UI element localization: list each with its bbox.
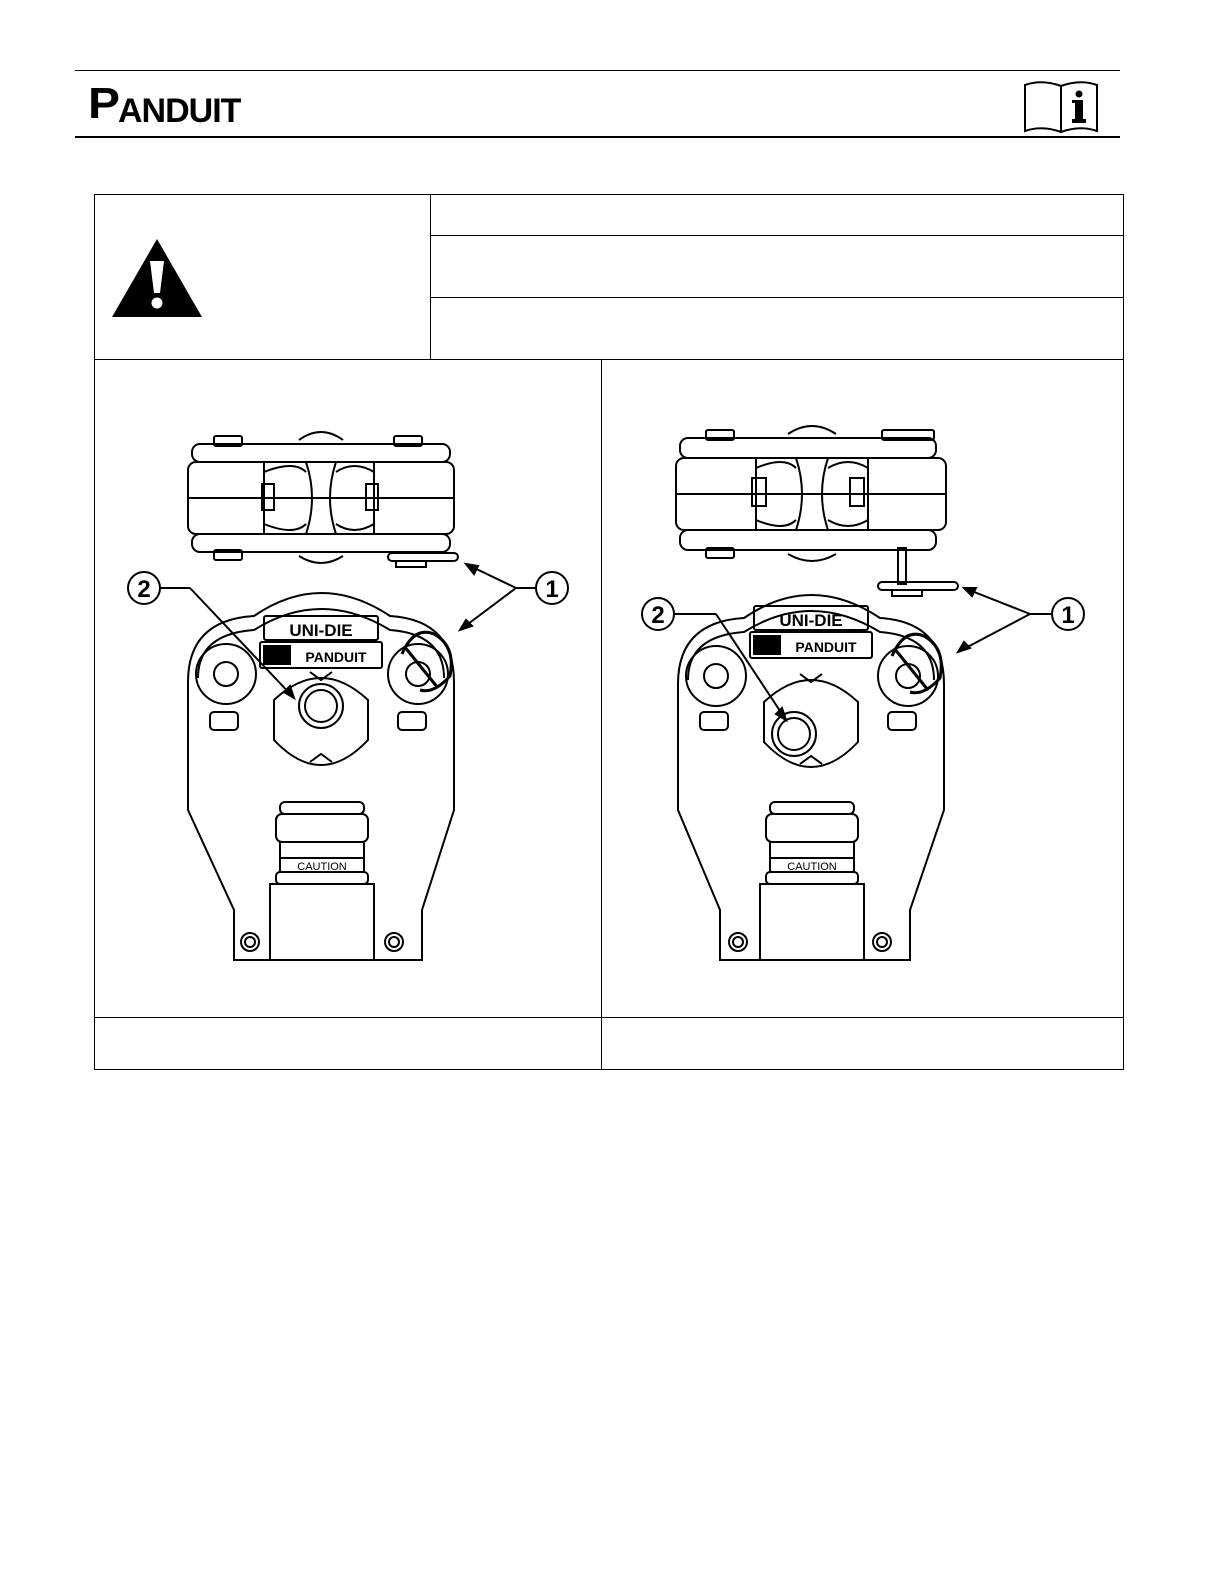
panduit-logo [88, 84, 263, 128]
manual-info-icon [1022, 77, 1100, 135]
uni-die-label: UNI-DIE [289, 621, 353, 640]
panduit-plate-label: PANDUIT [795, 639, 857, 655]
callout-1 [460, 564, 568, 630]
front-view-crimp-head [188, 593, 454, 960]
callout-1-label: 1 [545, 576, 559, 603]
header-bottom-rule [75, 136, 1120, 138]
callout-1-label: 1 [1061, 602, 1075, 629]
figure-latch-open [618, 420, 1098, 980]
front-view-crimp-head [678, 595, 944, 960]
caption-row-divider [94, 1017, 1124, 1018]
warning-section-bottom [94, 359, 1124, 360]
callout-2 [128, 572, 294, 698]
warning-row-divider-1 [430, 235, 1124, 236]
callout-2-label: 2 [651, 602, 665, 629]
callout-2-label: 2 [137, 576, 151, 603]
warning-column-divider [430, 194, 431, 360]
figure-latch-closed [104, 420, 584, 980]
logo-text: ANDUIT [118, 92, 241, 128]
panduit-plate-label: PANDUIT [305, 649, 367, 665]
warning-triangle-icon [110, 237, 204, 319]
callout-1 [958, 588, 1084, 652]
header-top-rule [75, 70, 1120, 71]
caution-label: CAUTION [297, 861, 347, 873]
caution-label: CAUTION [787, 861, 837, 873]
top-view-die-head [676, 426, 958, 596]
top-view-die-head [188, 432, 458, 567]
uni-die-label: UNI-DIE [779, 611, 843, 630]
warning-row-divider-2 [430, 297, 1124, 298]
svg-text:P: P [88, 84, 121, 128]
figure-column-divider [601, 359, 602, 1070]
